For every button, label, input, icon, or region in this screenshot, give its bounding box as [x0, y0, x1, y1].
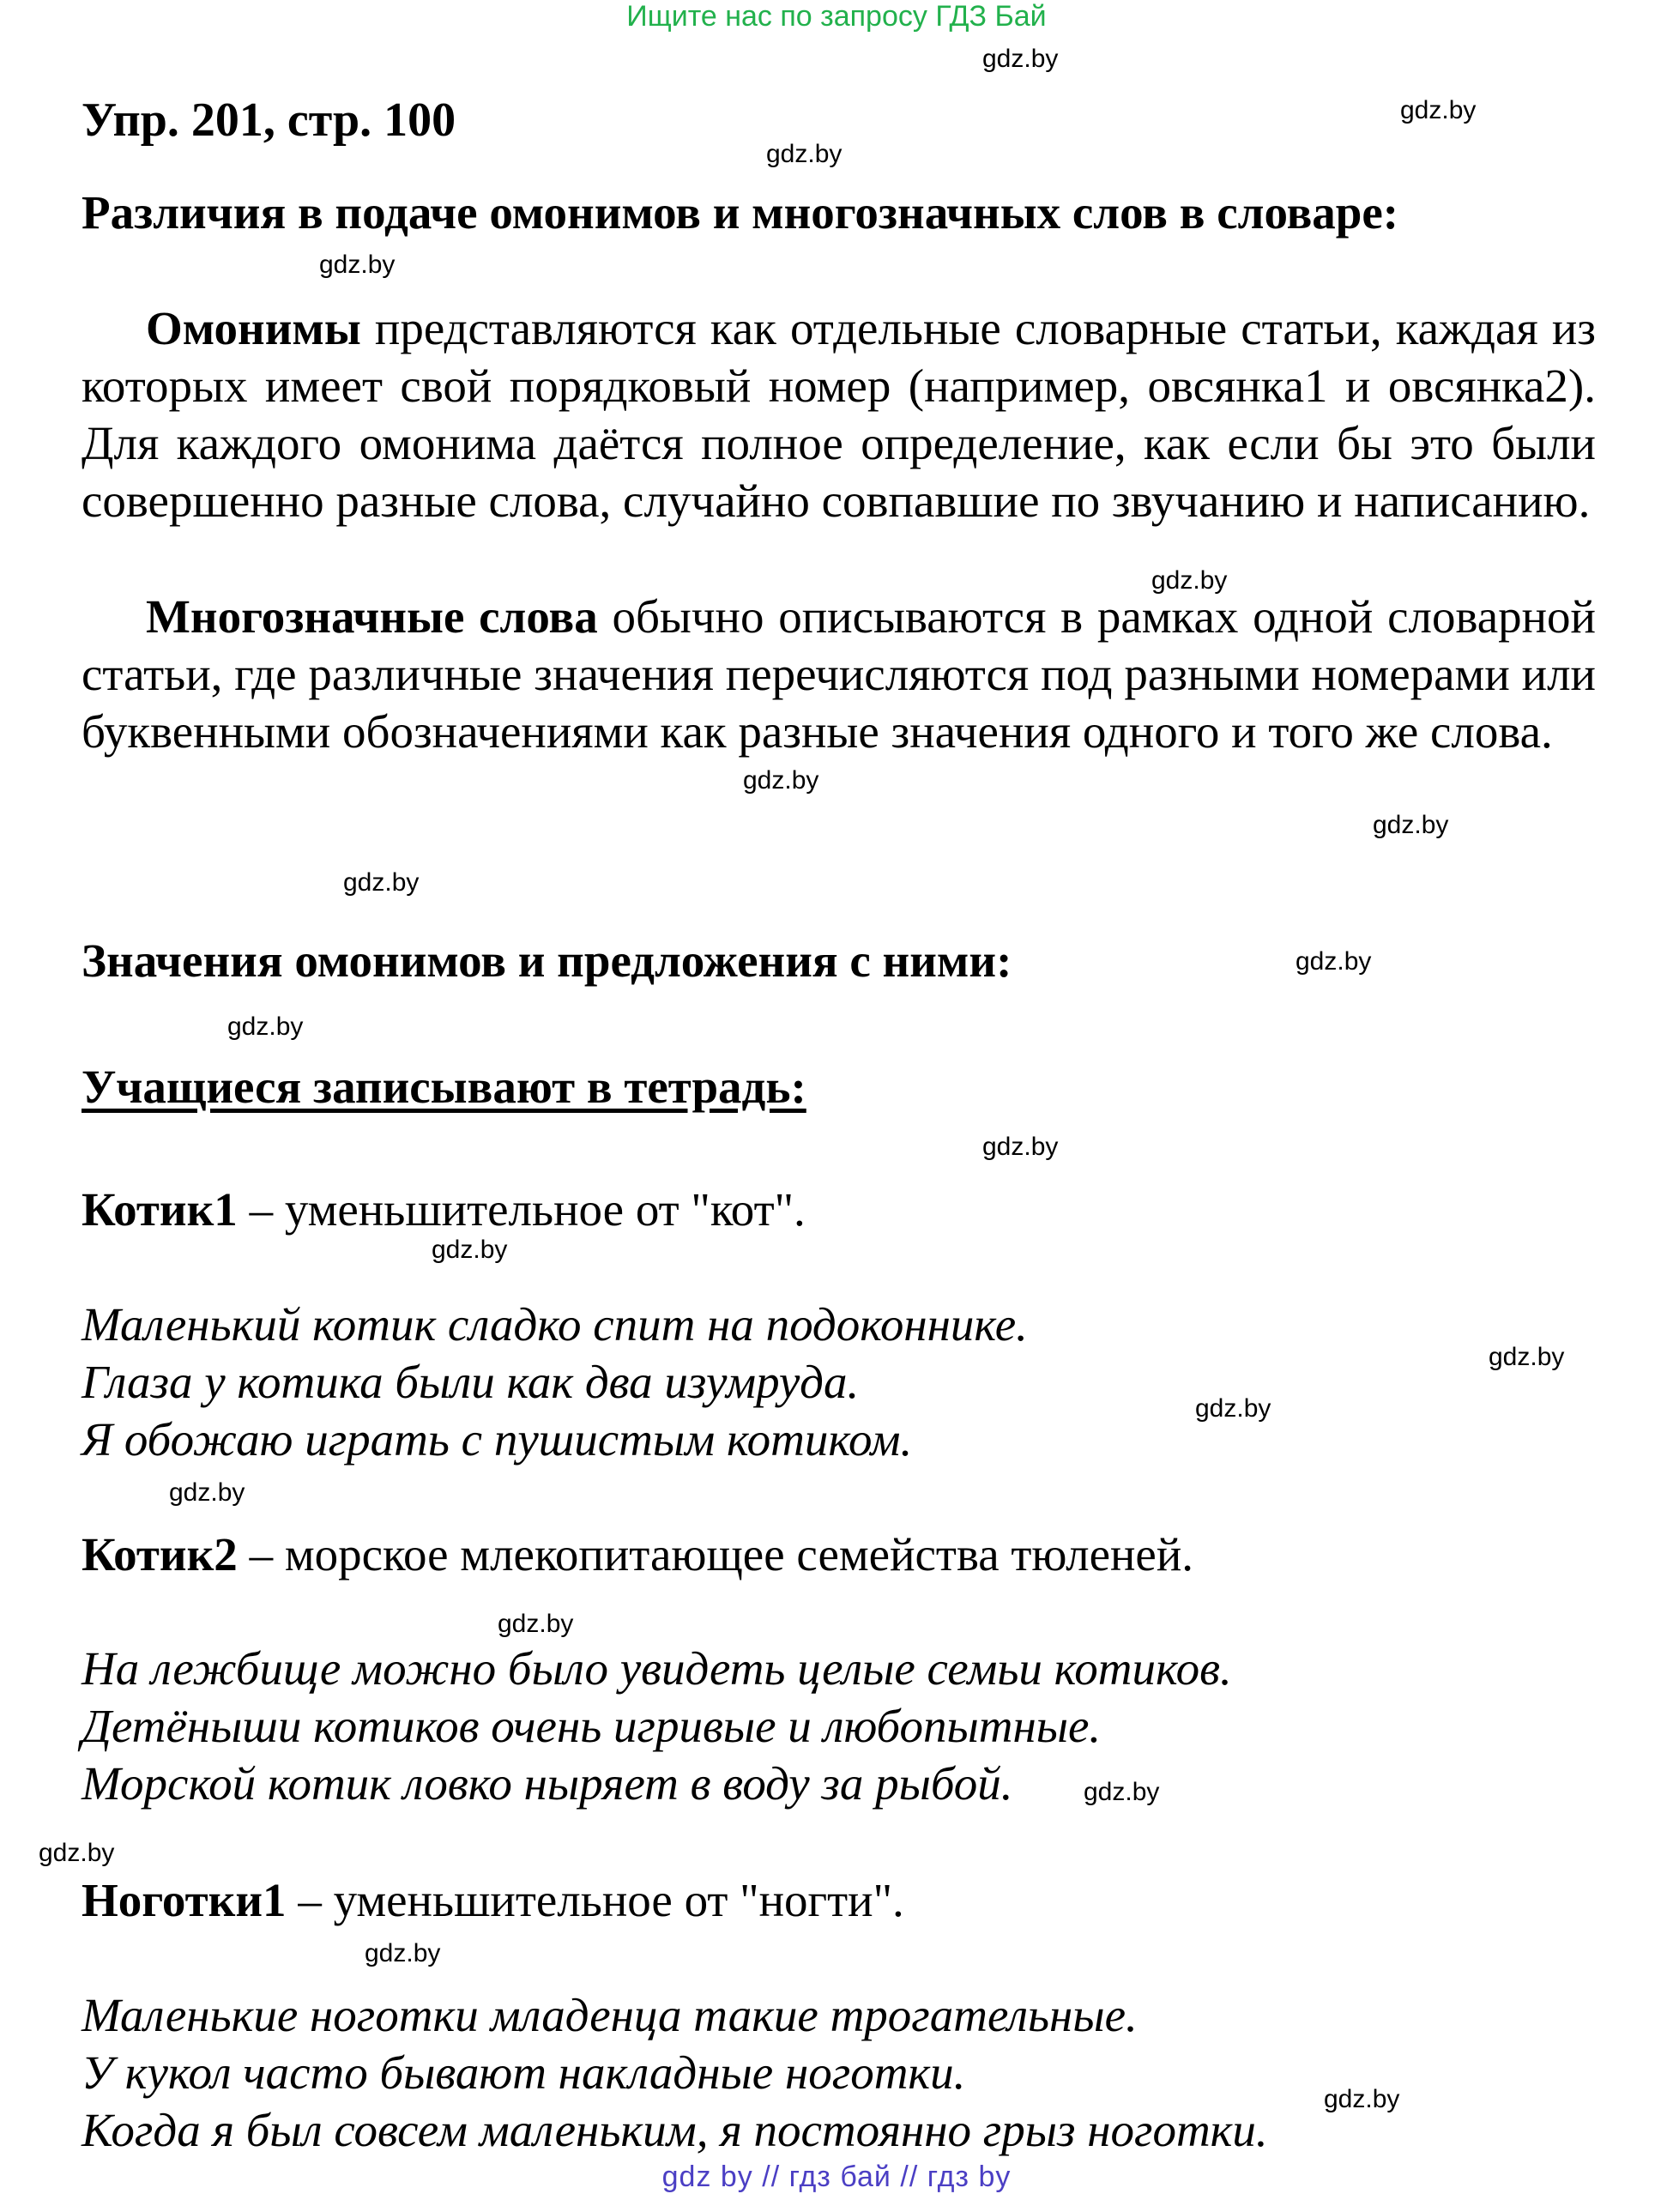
paragraph-homonyms-text: представляются как отдельные словарные статьи, каждая из которых имеет свой порядковый номер (например, овсянка1 и овсянка2). Для каждого омонима даётся полное определение, как если бы это были совершенно разные слова, случайно совпавшие по звучанию и написанию. — [82, 302, 1596, 527]
entry-definition — [82, 1873, 904, 1927]
term-homonyms: Омонимы — [146, 302, 361, 354]
paragraph-polysemous — [82, 588, 1596, 760]
watermark: gdz.by — [1084, 1778, 1160, 1806]
watermark: gdz.by — [766, 140, 843, 168]
watermark: gdz.by — [498, 1610, 574, 1638]
watermark: gdz.by — [743, 766, 819, 795]
watermark: gdz.by — [1324, 2085, 1400, 2113]
watermark: gdz.by — [365, 1939, 441, 1967]
watermark: gdz.by — [169, 1478, 245, 1507]
entry-definition-text: – уменьшительное от "кот". — [237, 1183, 806, 1236]
example-sentence: Я обожаю играть с пушистым котиком. — [82, 1413, 913, 1466]
example-sentence: Морской котик ловко ныряет в воду за рыбой. — [82, 1757, 1013, 1810]
paragraph-polysemous-text: обычно описываются в рамках одной словарной статьи, где различные значения перечисляются под разными номерами или буквенными обозначениями как разные значения одного и того же слова. — [82, 590, 1596, 758]
notebook-subheading: Учащиеся записывают в тетрадь: — [82, 1061, 806, 1113]
watermark: gdz.by — [982, 1133, 1059, 1161]
site-banner: Ищите нас по запросу ГДЗ Бай — [626, 0, 1047, 33]
entry-definition — [82, 1527, 1193, 1581]
example-sentence: У кукол часто бывают накладные ноготки. — [82, 2046, 966, 2099]
example-sentence: Когда я был совсем маленьким, я постоянно грыз ноготки. — [82, 2104, 1268, 2156]
example-sentence: Детёныши котиков очень игривые и любопытные. — [82, 1700, 1102, 1752]
watermark: gdz.by — [1400, 96, 1477, 124]
term-polysemous: Многозначные слова — [146, 590, 598, 643]
example-sentence: На лежбище можно было увидеть целые семьи котиков. — [82, 1642, 1232, 1695]
entry-term: Ноготки1 — [82, 1874, 287, 1926]
watermark: gdz.by — [39, 1839, 115, 1867]
example-sentence: Глаза у котика были как два изумруда. — [82, 1356, 860, 1408]
section-heading-differences: Различия в подаче омонимов и многозначных слов в словаре: — [82, 186, 1399, 239]
section-heading-meanings: Значения омонимов и предложения с ними: — [82, 934, 1012, 987]
site-footer: gdz by // гдз бай // гдз by — [661, 2161, 1012, 2193]
watermark: gdz.by — [982, 45, 1059, 73]
watermark: gdz.by — [1373, 811, 1449, 839]
watermark: gdz.by — [1296, 947, 1372, 976]
exercise-title: Упр. 201, стр. 100 — [82, 94, 456, 147]
entry-definition-text: – морское млекопитающее семейства тюленей. — [237, 1528, 1194, 1580]
entry-term: Котик1 — [82, 1183, 238, 1236]
example-sentence: Маленькие ноготки младенца такие трогательные. — [82, 1989, 1138, 2041]
watermark: gdz.by — [343, 868, 420, 897]
watermark: gdz.by — [319, 251, 396, 279]
entry-definition — [82, 1182, 806, 1236]
entry-term: Котик2 — [82, 1528, 238, 1580]
watermark: gdz.by — [227, 1012, 304, 1041]
watermark: gdz.by — [432, 1236, 508, 1264]
watermark: gdz.by — [1151, 566, 1228, 595]
example-sentence: Маленький котик сладко спит на подоконнике. — [82, 1298, 1028, 1351]
watermark: gdz.by — [1195, 1394, 1271, 1423]
paragraph-homonyms — [82, 299, 1596, 529]
entry-definition-text: – уменьшительное от "ногти". — [286, 1874, 904, 1926]
watermark: gdz.by — [1489, 1343, 1565, 1371]
